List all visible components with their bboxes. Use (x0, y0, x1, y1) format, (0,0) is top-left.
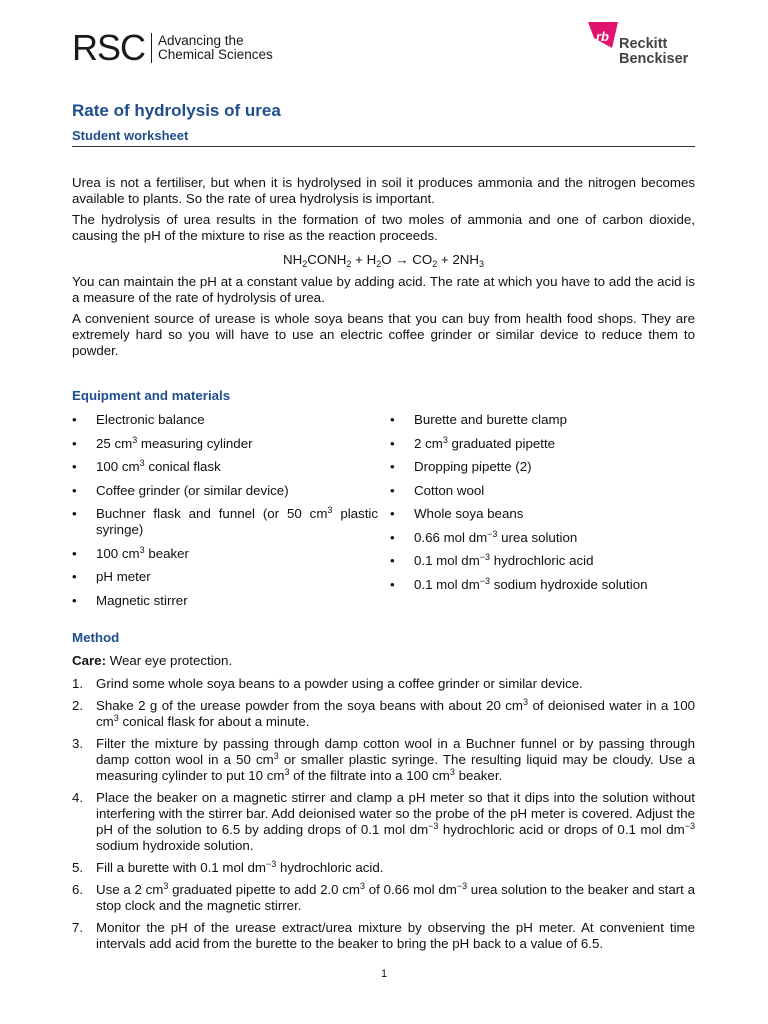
list-item: • Buchner flask and funnel (or 50 $cm^3$ plastic syringe) (72, 505, 379, 537)
list-item: • 2 $cm^3$ graduated pipette (390, 434, 556, 451)
list-item: • Burette and burette clamp (390, 412, 568, 427)
page-title: Rate of hydrolysis of urea (72, 101, 281, 120)
rb-wordmark: Reckitt Benckiser (619, 36, 689, 67)
method-step-6: 6. Use a 2 $cm^3$ graduated pipette to add 2.0 $cm^3$ of 0.66 mol $dm^{-3}$ urea solution to the beaker and start a stop clock and the magnetic stirrer. (72, 881, 695, 913)
list-item: • 25 $cm^3$ measuring cylinder (72, 434, 253, 451)
method-step-1: 1. Grind some whole soya beans to a powder using a coffee grinder or similar device. (72, 676, 583, 691)
intro-paragraph-3: You can maintain the pH at a constant value by adding acid. The rate at which you have to add the acid is a measure of the rate of hydrolysis of urea. (72, 274, 695, 305)
title-divider (72, 146, 695, 147)
intro-paragraph-2: The hydrolysis of urea results in the formation of two moles of ammonia and one of carbon dioxide, causing the pH of the mixture to rise as the reaction proceeds. (72, 212, 695, 243)
list-item: • 100 $cm^3$ beaker (72, 544, 189, 561)
intro-paragraph-4: A convenient source of urease is whole soya beans that you can buy from health food shops. They are extremely hard so you will have to use an electric coffee grinder or similar device to reduce them to powder. (72, 311, 695, 358)
rb-monogram-icon (586, 18, 620, 52)
equipment-list-right (390, 412, 710, 600)
list-item: • pH meter (72, 569, 151, 584)
reaction-equation: $NH_2CONH_2 + H_2O \to CO_2 + 2NH_3$ (283, 252, 484, 269)
list-item: • Coffee grinder (or similar device) (72, 482, 289, 498)
rsc-logo-mark: RSC (72, 27, 146, 68)
intro-paragraph-1: Urea is not a fertiliser, but when it is hydrolysed in soil it produces ammonia and the nitrogen becomes available to plants. So the rate of urea hydrolysis is important. (72, 175, 695, 206)
rsc-logo-tagline: Advancing the Chemical Sciences (158, 33, 273, 62)
rb-monogram-letters: rb (596, 29, 609, 44)
list-item: • 100 $cm^3$ conical flask (72, 458, 221, 474)
list-item: • 0.1 mol $dm^{-3}$ sodium hydroxide solution (390, 575, 648, 592)
method-heading: Method (72, 630, 120, 645)
list-item: • Electronic balance (72, 412, 205, 427)
list-item: • Dropping pipette (2) (390, 459, 532, 474)
rsc-logo (72, 27, 273, 68)
list-item: • Magnetic stirrer (72, 592, 188, 608)
method-step-4: 4. Place the beaker on a magnetic stirrer and clamp a pH meter so that it dips into the solution without interfering with the stirrer bar. Add deionised water so the probe of the pH meter is covered. Adjust the pH of the solution to 6.5 by adding drops of 0.1 mol $dm^{-3}$ hydrochloric acid or drops of 0.1 mol $dm^{-3}$ sodium hydroxide solution. (72, 790, 695, 853)
method-step-7: 7. Monitor the pH of the urease extract/urea mixture by observing the pH meter. At convenient time intervals add acid from the burette to the beaker to bring the pH back to a value of 6.5. (72, 920, 695, 951)
method-steps (72, 676, 695, 958)
list-item: • Cotton wool (390, 482, 485, 498)
list-item: • 0.66 mol $dm^{-3}$ urea solution (390, 528, 578, 545)
method-step-2: 2. Shake 2 g of the urease powder from the soya beans with about 20 $cm^3$ of deionised water in a 100 $cm^3$ conical flask for about a minute. (72, 697, 695, 729)
equipment-heading: Equipment and materials (72, 388, 231, 403)
rsc-logo-divider (151, 33, 152, 63)
reckitt-benckiser-logo (586, 18, 698, 70)
page-number: 1 (380, 968, 388, 980)
page-subtitle: Student worksheet (72, 128, 189, 143)
method-step-3: 3. Filter the mixture by passing through damp cotton wool in a Buchner funnel or by passing through damp cotton wool in a 50 $cm^3$ or smaller plastic syringe. The resulting liquid may be cloudy. Use a measuring cylinder to put 10 $cm^3$ of the filtrate into a 100 $cm^3$ beaker. (72, 736, 695, 783)
equipment-list-left (72, 412, 392, 616)
method-step-5: 5. Fill a burette with 0.1 mol $dm^{-3}$ hydrochloric acid. (72, 859, 384, 875)
care-note: Care: Wear eye protection. (72, 653, 233, 668)
list-item: • Whole soya beans (390, 506, 524, 521)
list-item: • 0.1 mol $dm^{-3}$ hydrochloric acid (390, 552, 594, 568)
